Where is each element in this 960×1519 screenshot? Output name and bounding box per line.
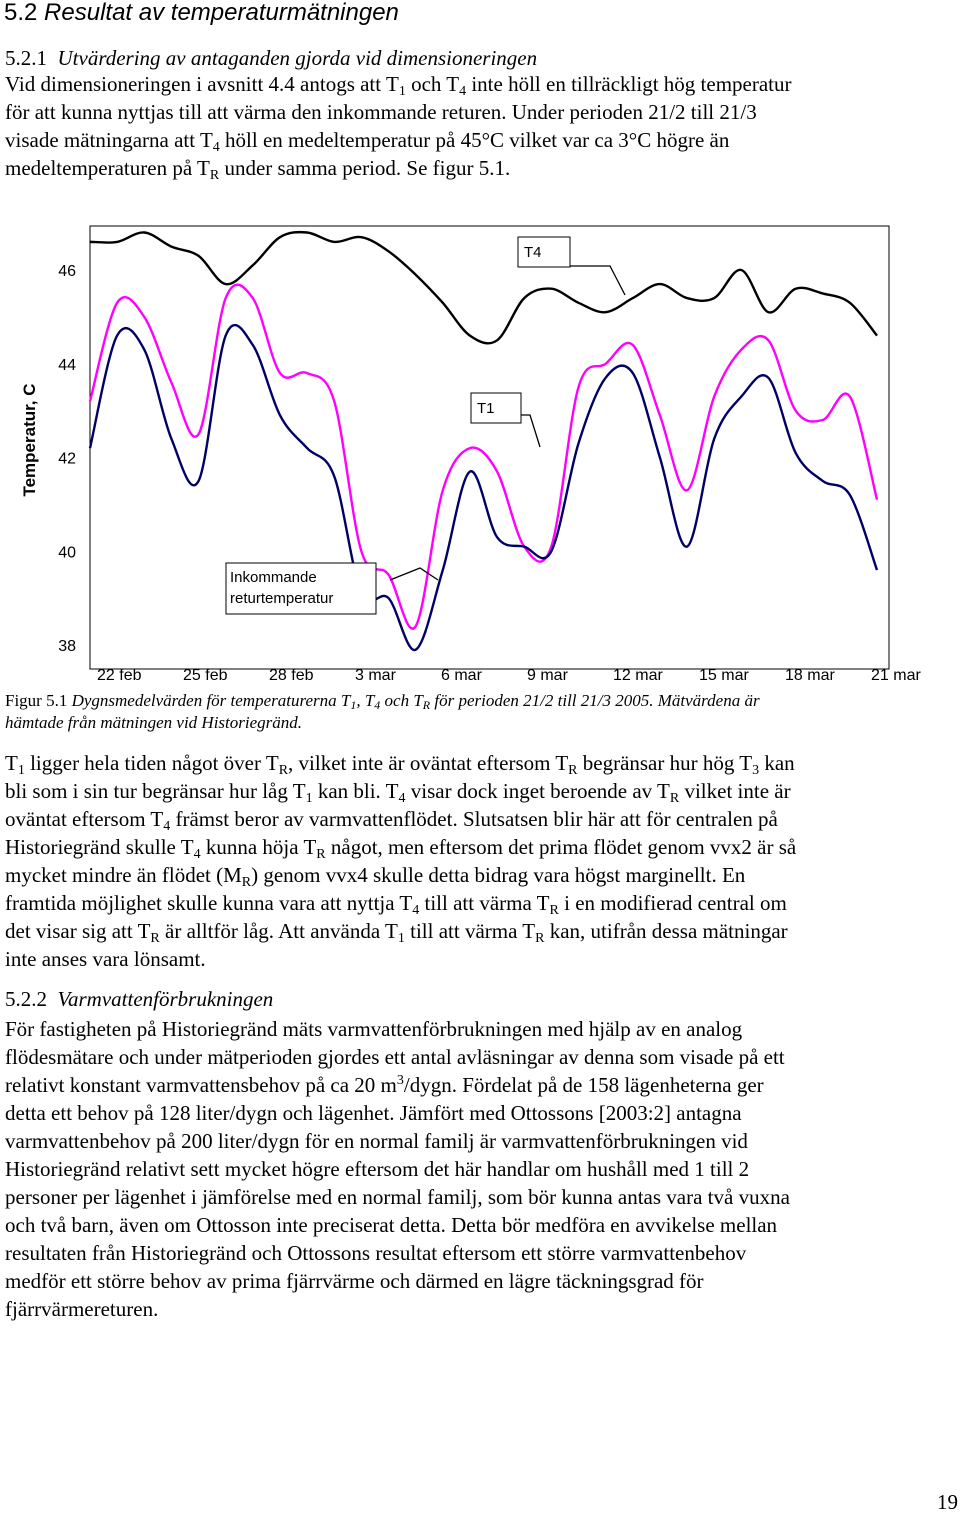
x-tick-label: 3 mar [355, 667, 396, 684]
paragraph-hot-water: För fastigheten på Historiegränd mäts varmvattenförbrukningen med hjälp av en analog flödesmätare och under mätperioden gjordes ett antal avläsningar av denna som visade på ett relativt konstant varmvattensbehov på ca 20 $m^3$/dygn. Fördelat på de 158 lägenheterna ger detta ett behov på 128 liter/dygn och lägenhet. Jämfört med Ottossons [2003:2] antagna varmvattenbehov på 200 liter/dygn för en normal familj är varmvattenförbrukningen vid Historiegränd relativt sett mycket högre eftersom det här handlar om hushåll med 1 till 2 personer per lägenhet i jämförelse med en normal familj, som bör kunna antas vara två vuxna och två barn, även om Ottosson inte preciserat detta. Detta bör medföra en avvikelse mellan resultaten från Historiegränd och Ottossons resultat eftersom ett större varmvattenbehov medför ett större behov av prima fjärrvärme och därmed en lägre täckningsgrad för fjärrvärmereturen. [5, 1017, 790, 1321]
paragraph-intro: Vid dimensioneringen i avsnitt 4.4 antogs att $T_1$ och $T_4$ inte höll en tillräckligt hög temperatur för att kunna nyttjas till att värma den inkommande returen. Under perioden 21/2 till 21/3 visade mätningarna att $T_4$ höll en medeltemperatur på 45°C vilket var ca 3°C högre än medeltemperaturen på $T_R$ under samma period. Se figur 5.1. [5, 72, 792, 183]
subsection-number: 5.2.1 [5, 46, 47, 70]
temperature-chart [0, 225, 960, 690]
paragraph-analysis: $T_1$ ligger hela tiden något över $T_R$, vilket inte är oväntat eftersom $T_R$ begränsar hur hög $T_3$ kan bli som i sin tur begränsar hur låg $T_1$ kan bli. $T_4$ visar dock inget beroende av $T_R$ vilket inte är oväntat eftersom $T_4$ främst beror av varmvattenflödet. Slutsatsen blir här att för centralen på Historiegränd skulle $T_4$ kunna höja $T_R$ något, men eftersom det prima flödet genom vvx2 är så mycket mindre än flödet $(M_R)$ genom vvx4 skulle detta bidrag vara högst marginellt. En framtida möjlighet skulle kunna vara att nyttja $T_4$ till att värma $T_R$ i en modifierad central om det visar sig att $T_R$ är alltför låg. Att använda $T_1$ till att värma $T_R$ kan, utifrån dessa mätningar inte anses vara lönsamt. [5, 751, 797, 971]
x-tick-label: 22 feb [97, 667, 142, 684]
page-number: 19 [937, 1490, 958, 1514]
x-tick-label: 12 mar [613, 667, 663, 684]
section-heading [4, 0, 399, 26]
subsection-number: 5.2.2 [5, 987, 47, 1011]
series-line-1 [90, 285, 877, 629]
y-tick-label: 42 [58, 450, 76, 468]
y-tick-label: 38 [58, 638, 76, 655]
plot-frame [90, 226, 889, 669]
subsection-title: Utvärdering av antaganden gjorda vid dimensioneringen [57, 46, 538, 70]
y-axis-label: Temperatur, C [20, 383, 39, 497]
y-tick-label: 40 [58, 544, 76, 562]
x-tick-label: 28 feb [269, 667, 314, 684]
series-line-2 [90, 325, 877, 650]
subsection-heading-2 [5, 987, 273, 1012]
t1-leader-line [521, 415, 540, 447]
x-tick-label: 21 mar [871, 667, 921, 684]
x-tick-label: 18 mar [785, 667, 835, 684]
y-tick-label: 44 [58, 356, 76, 374]
x-tick-label: 6 mar [441, 667, 482, 684]
figure-caption: Figur 5.1 Dygnsmedelvärden för temperaturerna $T_1$, $T_4$ och $T_R$ för perioden 21/2 till 21/3 2005. Mätvärdena är hämtade från mätningen vid Historiegränd. [5, 691, 760, 732]
x-tick-label: 15 mar [699, 667, 749, 684]
section-number: 5.2 [4, 0, 38, 26]
inkommande-label-line2: returtemperatur [230, 590, 334, 607]
x-tick-label: 9 mar [527, 667, 568, 684]
x-tick-label: 25 feb [183, 667, 228, 684]
t1-label: T1 [477, 400, 495, 417]
y-tick-label: 46 [58, 263, 76, 280]
inkommande-label-line1: Inkommande [230, 569, 317, 586]
section-title: Resultat av temperaturmätningen [44, 0, 399, 26]
subsection-title: Varmvattenförbrukningen [57, 987, 274, 1011]
subsection-heading-1 [5, 46, 537, 71]
inkommande-leader-line [390, 568, 438, 580]
t4-leader-line [570, 266, 625, 295]
series-line-0 [90, 232, 877, 343]
t4-label: T4 [524, 244, 542, 261]
